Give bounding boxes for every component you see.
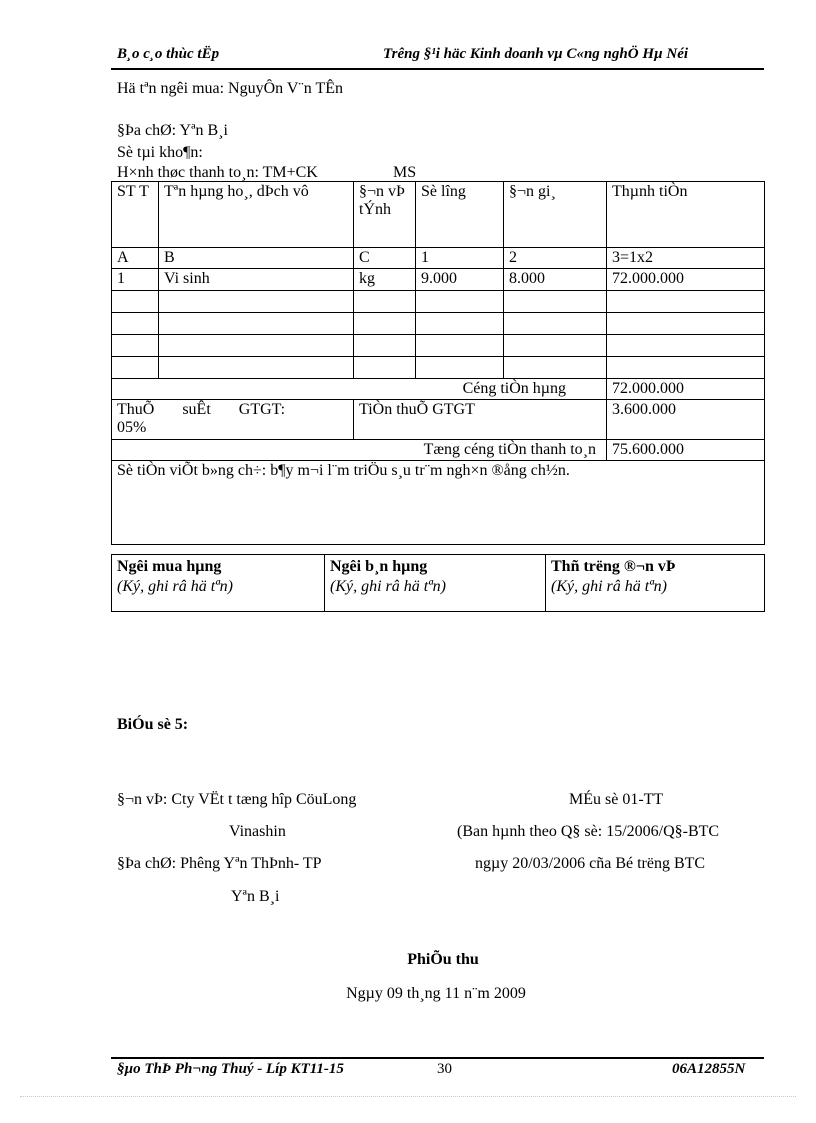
code-cell: A [112,248,159,269]
item-cell [607,335,765,357]
table-row [112,269,765,291]
item-cell [354,357,416,379]
col-header-unit: §¬n vÞ tÝnh [354,182,416,248]
header-rule [111,68,764,70]
signature-buyer-title: Ngêi mua hµng [117,558,222,575]
item-cell [354,313,416,335]
item-cell: Vi sinh [159,269,354,291]
item-cell [354,335,416,357]
table-header-row [112,182,765,248]
total-value: 75.600.000 [607,440,765,461]
item-cell [354,291,416,313]
decision-line-1: (Ban hµnh theo Q§ sè: 15/2006/Q§-BTC [457,823,720,840]
signature-head-title: Thñ trëng ®¬n vÞ [551,558,676,575]
item-cell [112,335,159,357]
vat-rate-cell [112,400,354,440]
item-cell: kg [354,269,416,291]
item-cell: 9.000 [416,269,504,291]
signature-table [111,554,765,612]
code-cell: 1 [416,248,504,269]
unit-line-1: §¬n vÞ: Cty VËt t tæng hîp CöuLong [117,791,357,808]
form-number: MÉu sè 01-TT [569,791,664,808]
footer-right: 06A12855N [672,1061,746,1077]
table-row [112,357,765,379]
item-cell [416,357,504,379]
page-edge-divider [20,1096,796,1097]
col-header-qty: Sè lîng [416,182,504,248]
amount-words-row [112,461,765,545]
item-cell [504,335,607,357]
item-cell [112,357,159,379]
item-cell: 72.000.000 [607,269,765,291]
header-right: Trêng §¹i häc Kinh doanh vµ C«ng nghÖ Hµ Néi [383,46,689,62]
subtotal-value: 72.000.000 [607,379,765,400]
signature-buyer-note: (Ký, ghi râ hä tªn) [117,578,233,595]
item-cell [416,335,504,357]
item-cell [159,291,354,313]
invoice-table [111,181,765,545]
document-title: PhiÕu thu [407,951,479,968]
signature-buyer [112,555,325,612]
buyer-name: Hä tªn ngêi mua: NguyÔn V¨n TÊn [117,80,344,97]
item-cell [159,357,354,379]
subtotal-label: Céng tiÒn hµng [112,379,607,400]
payment-method: H×nh thøc thanh to¸n: TM+CK [117,164,318,181]
item-cell [112,313,159,335]
payment-code: MS [393,164,417,181]
signature-seller-note: (Ký, ghi râ hä tªn) [330,578,446,595]
document-date: Ngµy 09 th¸ng 11 n¨m 2009 [346,985,526,1002]
vat-rate-label: ThuÕ suÊt GTGT: [117,401,286,418]
col-header-price: §¬n gi¸ [504,182,607,248]
signature-seller-title: Ngêi b¸n hµng [330,558,428,575]
code-cell: 2 [504,248,607,269]
buyer-account: Sè tµi kho¶n: [117,144,203,161]
table-code-row [112,248,765,269]
code-cell: 3=1x2 [607,248,765,269]
page-number: 30 [437,1061,452,1077]
subtotal-row [112,379,765,400]
header-left: B¸o c¸o thùc tËp [117,46,220,62]
table-row [112,313,765,335]
unit-line-2: Vinashin [229,823,286,840]
footer-rule [111,1057,764,1059]
address-line-1: §Þa chØ: Phêng Yªn ThÞnh- TP [117,855,322,872]
total-label: Tæng céng tiÒn thanh to¸n [112,440,607,461]
item-cell [607,313,765,335]
item-cell [504,357,607,379]
item-cell [607,291,765,313]
footer-left: §µo ThÞ Ph¬ng Thuý - Líp KT11-15 [117,1061,344,1077]
col-header-stt: ST T [112,182,159,248]
address-line-2: Yªn B¸i [231,888,280,905]
code-cell: C [354,248,416,269]
item-cell [416,291,504,313]
item-cell: 8.000 [504,269,607,291]
item-cell [159,335,354,357]
buyer-address: §Þa chØ: Yªn B¸i [117,122,228,139]
total-row [112,440,765,461]
item-cell: 1 [112,269,159,291]
item-cell [504,291,607,313]
item-cell [504,313,607,335]
signature-head-note: (Ký, ghi râ hä tªn) [551,578,667,595]
table-row [112,335,765,357]
form-label: BiÓu sè 5: [117,716,189,733]
amount-in-words: Sè tiÒn viÕt b»ng ch÷: b¶y m¬i l¨m triÖu s¸u tr¨m ngh×n ®ång ch½n. [112,461,765,545]
vat-amount-label: TiÒn thuÕ GTGT [354,400,607,440]
item-cell [112,291,159,313]
decision-line-2: ngµy 20/03/2006 cña Bé trëng BTC [475,855,706,872]
item-cell [416,313,504,335]
signature-seller [325,555,546,612]
code-cell: B [159,248,354,269]
col-header-amount: Thµnh tiÒn [607,182,765,248]
signature-head [546,555,765,612]
vat-row [112,400,765,440]
item-cell [607,357,765,379]
col-header-name: Tªn hµng ho¸, dÞch vô [159,182,354,248]
table-row [112,291,765,313]
vat-amount-value: 3.600.000 [607,400,765,440]
vat-rate-value: 05% [117,419,147,436]
item-cell [159,313,354,335]
